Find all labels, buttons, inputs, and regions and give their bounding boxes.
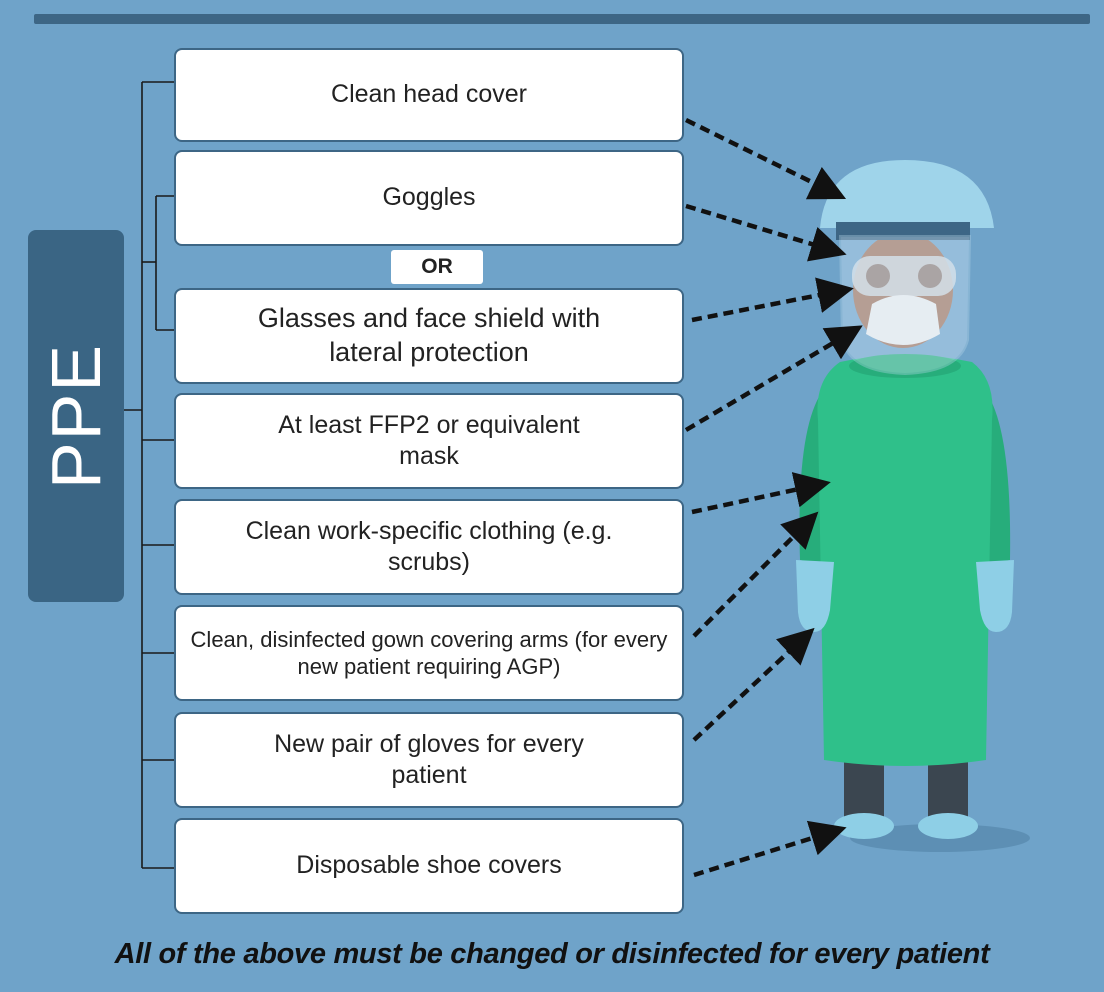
footer-note: All of the above must be changed or disinfected for every patient (114, 938, 990, 970)
item-gown-label: Clean, disinfected gown covering arms (for every new patient requiring AGP) (190, 626, 668, 679)
arrow-mask (686, 330, 855, 430)
item-face-shield-label: Glasses and face shield with lateral protection (257, 303, 601, 367)
or-label: OR (391, 250, 483, 284)
arrow-head-cover (686, 120, 838, 195)
arrow-gloves (694, 634, 808, 740)
item-head-cover-label: Clean head cover (331, 80, 527, 109)
item-shoe-covers-label: Disposable shoe covers (296, 851, 562, 880)
ppe-label: PPE (37, 342, 115, 490)
item-goggles-label: Goggles (382, 183, 476, 212)
item-work-clothing-label: Clean work-specific clothing (e.g. scrubs) (245, 516, 613, 576)
arrow-clothing (692, 484, 822, 512)
arrow-shoe-covers (694, 830, 838, 875)
arrow-goggles (686, 206, 838, 252)
arrow-face-shield (692, 290, 845, 320)
item-ffp2-mask-label: At least FFP2 or equivalent mask (278, 410, 580, 470)
arrow-gown (694, 518, 812, 636)
item-gloves-label: New pair of gloves for every patient (274, 729, 584, 789)
